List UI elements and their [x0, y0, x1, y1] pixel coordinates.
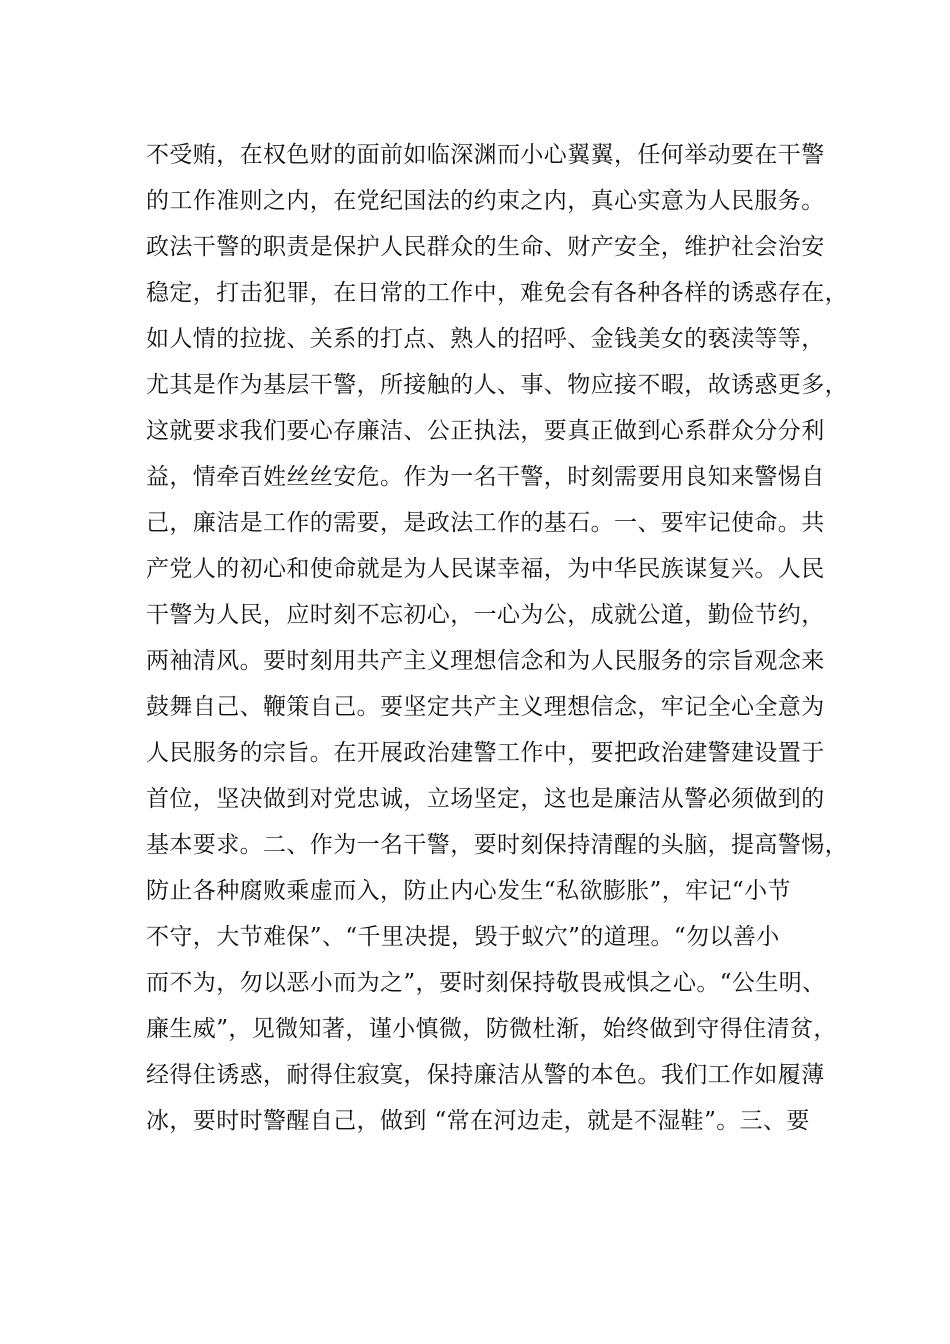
text-line: 这就要求我们要心存廉洁、公正执法，要真正做到心系群众分分利: [146, 418, 825, 444]
text-line: 的工作准则之内，在党纪国法的约束之内，真心实意为人民服务。: [146, 188, 825, 214]
text-line: 产党人的初心和使命就是为人民谋幸福，为中华民族谋复兴。人民: [146, 556, 825, 582]
text-line: 稳定，打击犯罪，在日常的工作中，难免会有各种各样的诱惑存在，: [146, 280, 848, 306]
text-line: 不受贿，在权色财的面前如临深渊而小心翼翼，任何举动要在干警: [146, 142, 825, 168]
text-line: 基本要求。二、作为一名干警，要时刻保持清醒的头脑，提高警惕，: [146, 832, 848, 858]
text-line: 鼓舞自己、鞭策自己。要坚定共产主义理想信念，牢记全心全意为: [146, 694, 825, 720]
text-line: 人民服务的宗旨。在开展政治建警工作中，要把政治建警建设置于: [146, 740, 825, 766]
text-line: 政法干警的职责是保护人民群众的生命、财产安全，维护社会治安: [146, 234, 825, 260]
text-line: 不守，大节难保”、“千里决提，毁于蚁穴”的道理。“勿以善小: [146, 924, 780, 950]
text-line: 而不为，勿以恶小而为之”，要时刻保持敬畏戒惧之心。“公生明、: [146, 970, 826, 996]
text-line: 廉生威”，见微知著，谨小慎微，防微杜渐，始终做到守得住清贫，: [146, 1016, 837, 1042]
text-line: 两袖清风。要时刻用共产主义理想信念和为人民服务的宗旨观念来: [146, 648, 825, 674]
text-line: 己，廉洁是工作的需要，是政法工作的基石。一、要牢记使命。共: [146, 510, 825, 536]
text-line: 冰，要时时警醒自己，做到 “常在河边走，就是不湿鞋”。三、要: [146, 1108, 810, 1134]
text-line: 益，情牵百姓丝丝安危。作为一名干警，时刻需要用良知来警惕自: [146, 464, 825, 490]
text-line: 干警为人民，应时刻不忘初心，一心为公，成就公道，勤俭节约，: [146, 602, 825, 628]
body-text: [146, 132, 848, 1144]
text-line: 防止各种腐败乘虚而入，防止内心发生“私欲膨胀”，牢记“小节: [146, 878, 791, 904]
text-line: 尤其是作为基层干警，所接触的人、事、物应接不暇，故诱惑更多，: [146, 372, 848, 398]
text-line: 首位，坚决做到对党忠诚，立场坚定，这也是廉洁从警必须做到的: [146, 786, 825, 812]
text-line: 如人情的拉拢、关系的打点、熟人的招呼、金钱美女的亵渎等等，: [146, 326, 825, 352]
text-line: 经得住诱惑，耐得住寂寞，保持廉洁从警的本色。我们工作如履薄: [146, 1062, 825, 1088]
